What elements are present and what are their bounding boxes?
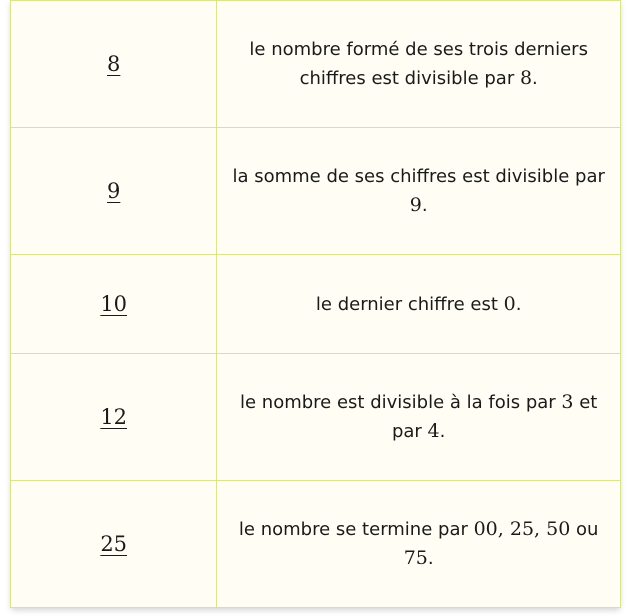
criterion-text-end: . — [532, 67, 538, 89]
criterion-text — [227, 36, 610, 93]
criterion-text-end: . — [421, 194, 428, 216]
criterion-math: 0 — [503, 292, 516, 315]
table-row — [11, 354, 621, 481]
criterion-math: 3 — [561, 391, 574, 413]
criterion-text — [316, 290, 522, 319]
criterion-text-part: la somme de ses chiffres est divisible par — [232, 165, 605, 187]
criterion-text-part: le nombre est divisible à la fois par — [239, 392, 562, 413]
table-row — [11, 128, 621, 255]
divisor-cell — [11, 1, 217, 128]
criterion-text-end: . — [427, 548, 434, 569]
criterion-cell — [217, 128, 621, 255]
divisor-cell — [11, 481, 217, 608]
criterion-text — [227, 163, 610, 220]
table-row — [11, 255, 621, 354]
divisor-value: 25 — [100, 532, 128, 556]
divisor-cell — [11, 128, 217, 255]
criterion-math-second: 4 — [427, 420, 440, 442]
criterion-text — [227, 515, 610, 573]
criterion-text-mid: et par — [391, 392, 598, 442]
divisor-value: 9 — [106, 179, 121, 203]
table-row — [11, 481, 621, 608]
criterion-text-part: le dernier chiffre est — [315, 293, 504, 315]
divisor-value: 10 — [100, 292, 128, 316]
criterion-math: 00, 25, 50 — [473, 518, 571, 540]
divisor-cell — [11, 255, 217, 354]
divisor-cell — [11, 354, 217, 481]
criterion-math: 8 — [519, 66, 533, 89]
criterion-text-part: le nombre se termine par — [238, 519, 474, 540]
criterion-cell — [217, 1, 621, 128]
divisor-value: 8 — [106, 52, 121, 76]
criterion-text-mid: ou — [570, 519, 599, 540]
divisor-value: 12 — [100, 405, 128, 429]
criterion-text-end: . — [515, 293, 522, 315]
criterion-text-part: le nombre formé de ses trois derniers chiffres est divisible par — [249, 38, 588, 89]
criterion-cell — [217, 255, 621, 354]
criterion-text — [227, 388, 610, 446]
table-row — [11, 1, 621, 128]
criterion-cell — [217, 354, 621, 481]
criterion-math-second: 75 — [403, 547, 428, 569]
criterion-cell — [217, 481, 621, 608]
criterion-text-end: . — [439, 421, 446, 442]
divisibility-rules-table — [10, 0, 621, 608]
criterion-math: 9 — [409, 193, 422, 216]
